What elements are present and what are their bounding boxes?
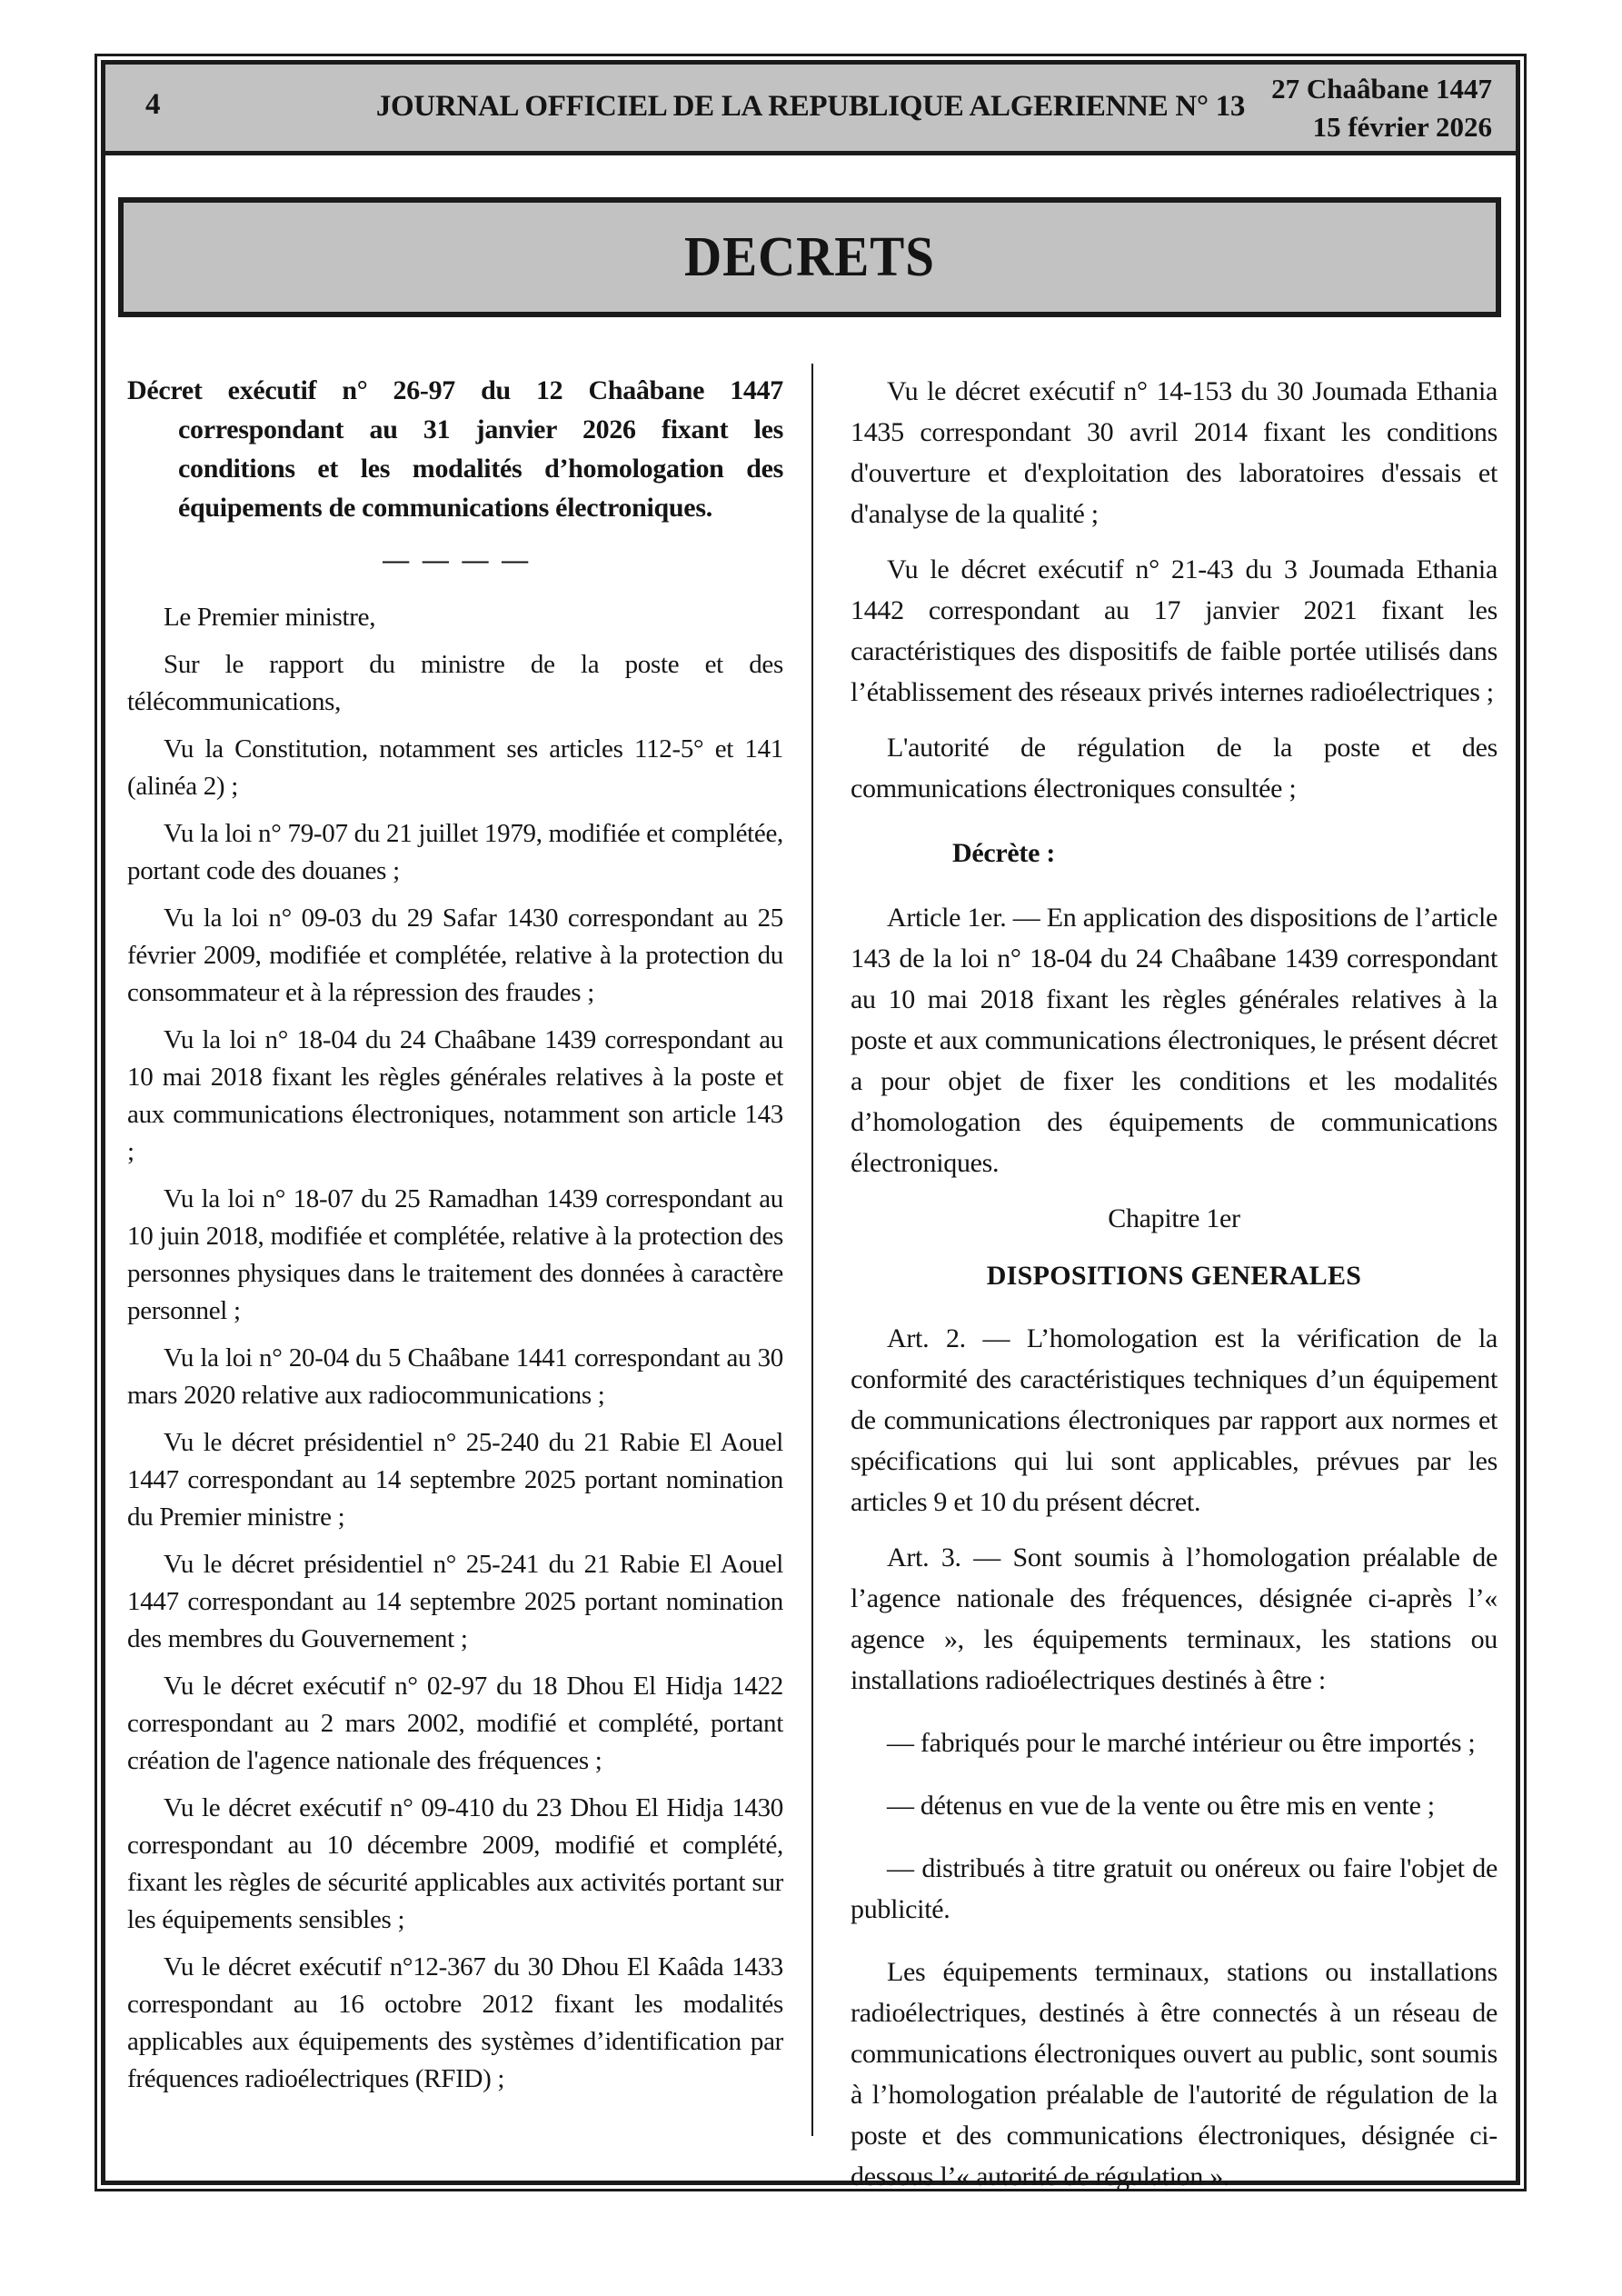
chapter-heading: Chapitre 1er — [1108, 1203, 1240, 1233]
list-item: — distribués à titre gratuit ou onéreux ou faire l'objet de publicité. — [851, 1853, 1498, 1924]
paragraph: Le Premier ministre, — [164, 603, 376, 632]
article-3: Art. 3. — Sont soumis à l’homologation préalable de l’agence nationale des fréquences, désignée ci-après l’« agence », les équipements terminaux, les stations ou installations radioélectriques destinés à être : — [851, 1542, 1498, 1695]
page-header — [105, 65, 1516, 155]
article-2: Art. 2. — L’homologation est la vérification de la conformité des caractéristiques techniques d’un équipement de communications électroniques par rapport aux normes et spécifications qui lui sont applicables, prévues par les articles 9 et 10 du présent décret. — [851, 1323, 1498, 1517]
paragraph: Vu le décret exécutif n° 09-410 du 23 Dhou El Hidja 1430 correspondant au 10 décembre 2009, modifié et complété, fixant les règles de sécurité applicables aux activités portant sur les équipements sensibles ; — [127, 1793, 783, 1934]
decrets-banner — [118, 197, 1501, 317]
paragraph: Vu le décret exécutif n° 14-153 du 30 Joumada Ethania 1435 correspondant 30 avril 2014 fixant les conditions d'ouverture et d'exploitation des laboratoires d'essais et d'analyse de la qualité ; — [851, 376, 1498, 529]
title-separator: — — — — — [383, 545, 528, 574]
list-item: — détenus en vue de la vente ou être mis en vente ; — [887, 1791, 1435, 1821]
right-column — [851, 371, 1498, 2211]
column-divider — [811, 364, 813, 2136]
paragraph: Sur le rapport du ministre de la poste et des télécommunications, — [127, 650, 783, 716]
paragraph: Vu la loi n° 20-04 du 5 Chaâbane 1441 correspondant au 30 mars 2020 relative aux radiocommunications ; — [127, 1343, 783, 1410]
closing-paragraph: Les équipements terminaux, stations ou installations radioélectriques, destinés à être connectés à un réseau de communications électroniques ouvert au public, sont soumis à l’homologation préalable de l'autorité de régulation de la poste et des communications électroniques, désignée ci-dessous l’« autorité de régulation ». — [851, 1957, 1498, 2191]
paragraph: Vu la loi n° 09-03 du 29 Safar 1430 correspondant au 25 février 2009, modifiée et complétée, relative à la protection du consommateur et à la répression des fraudes ; — [127, 903, 783, 1007]
chapter-title: DISPOSITIONS GENERALES — [986, 1261, 1362, 1291]
decrete-heading: Décrète : — [952, 838, 1056, 868]
paragraph: L'autorité de régulation de la poste et des communications électroniques consultée ; — [851, 733, 1498, 804]
paragraph: Vu le décret exécutif n°12-367 du 30 Dhou El Kaâda 1433 correspondant au 16 octobre 2012 fixant les modalités applicables aux équipements des systèmes d’identification par fréquences radioélectriques (RFID) ; — [127, 1952, 783, 2093]
header-dates — [1271, 70, 1492, 146]
paragraph: Vu la Constitution, notamment ses articles 112-5° et 141 (alinéa 2) ; — [127, 734, 783, 801]
page-number: 4 — [145, 88, 161, 121]
paragraph: Vu le décret présidentiel n° 25-241 du 21 Rabie El Aouel 1447 correspondant au 14 septembre 2025 portant nomination des membres du Gouvernement ; — [127, 1550, 783, 1653]
paragraph: Vu la loi n° 79-07 du 21 juillet 1979, modifiée et complétée, portant code des douanes ; — [127, 819, 783, 885]
date-hijri: 27 Chaâbane 1447 — [1271, 73, 1492, 105]
journal-title: JOURNAL OFFICIEL DE LA REPUBLIQUE ALGERIENNE N° 13 — [375, 90, 1246, 123]
paragraph: Vu le décret présidentiel n° 25-240 du 21 Rabie El Aouel 1447 correspondant au 14 septembre 2025 portant nomination du Premier ministre ; — [127, 1428, 783, 1532]
list-item: — fabriqués pour le marché intérieur ou être importés ; — [887, 1728, 1476, 1758]
date-gregorian: 15 février 2026 — [1312, 111, 1492, 143]
paragraph: Vu la loi n° 18-04 du 24 Chaâbane 1439 correspondant au 10 mai 2018 fixant les règles générales relatives à la poste et aux communications électroniques, notamment son article 143 ; — [127, 1025, 783, 1166]
left-column — [127, 371, 783, 2098]
paragraph: Vu la loi n° 18-07 du 25 Ramadhan 1439 correspondant au 10 juin 2018, modifiée et complétée, relative à la protection des personnes physiques dans le traitement des données à caractère personnel ; — [127, 1184, 783, 1325]
article-1: Article 1er. — En application des dispositions de l’article 143 de la loi n° 18-04 du 24 Chaâbane 1439 correspondant au 10 mai 2018 fixant les règles générales relatives à la poste et aux communications électroniques, le présent décret a pour objet de fixer les conditions et les modalités d’homologation des équipements de communications électroniques. — [851, 903, 1498, 1178]
decrets-banner-label: DECRETS — [684, 225, 935, 288]
paragraph: Vu le décret exécutif n° 02-97 du 18 Dhou El Hidja 1422 correspondant au 2 mars 2002, modifié et complété, portant création de l'agence nationale des fréquences ; — [127, 1672, 783, 1775]
decree-title: Décret exécutif n° 26-97 du 12 Chaâbane 1447 correspondant au 31 janvier 2026 fixant les conditions et les modalités d’homologation des équipements de communications électroniques. — [127, 375, 783, 523]
paragraph: Vu le décret exécutif n° 21-43 du 3 Joumada Ethania 1442 correspondant au 17 janvier 2021 fixant les caractéristiques des dispositifs de faible portée utilisés dans l’établissement des réseaux privés internes radioélectriques ; — [851, 554, 1498, 707]
